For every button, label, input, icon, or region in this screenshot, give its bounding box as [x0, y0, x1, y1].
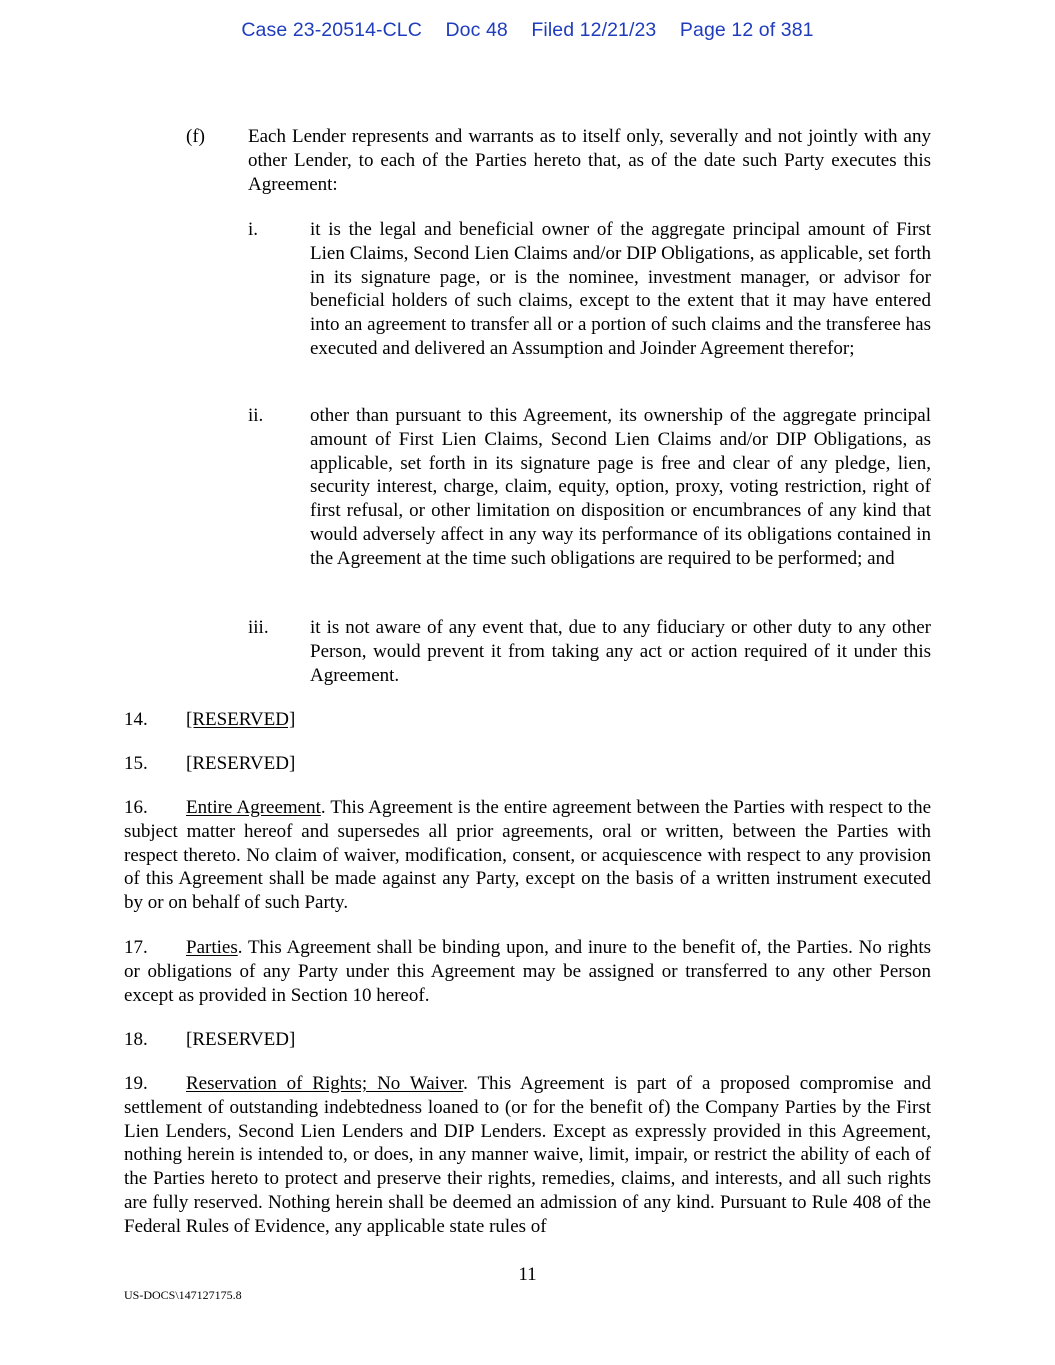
filing-header: [0, 19, 1055, 42]
section-14-number: 14.: [124, 709, 148, 730]
section-18-title: [RESERVED]: [186, 1029, 296, 1050]
section-19-number: 19.: [124, 1073, 148, 1094]
filed-date: Filed 12/21/23: [531, 19, 657, 41]
document-id: US-DOCS\147127175.8: [124, 1288, 242, 1302]
item-ii-label: ii.: [248, 405, 264, 426]
section-16-number: 16.: [124, 797, 148, 818]
section-14-title: [RESERVED]: [186, 709, 296, 730]
section-17-title: Parties: [186, 937, 238, 958]
doc-number: Doc 48: [445, 19, 508, 41]
section-16-paragraph: [124, 796, 931, 915]
item-i-text: it is the legal and beneficial owner of the aggregate principal amount of First Lien Claims, Second Lien Claims and/or DIP Obligations, as applicable, set forth in its signature page, or is the nominee, investment manager, or advisor for beneficial holders of such claims, except to the extent that it may have entered into an agreement to transfer all or a portion of such claims and the transferee has executed and delivered an Assumption and Joinder Agreement therefor;: [310, 219, 931, 359]
section-15-title: [RESERVED]: [186, 753, 296, 774]
section-15-number: 15.: [124, 753, 148, 774]
section-16-title: Entire Agreement: [186, 797, 321, 818]
section-19-text: . This Agreement is part of a proposed compromise and settlement of outstanding indebtedness loaned to (or for the benefit of) the Company Parties by the First Lien Lenders, Second Lien Lenders and DIP Lenders. Except as expressly provided in this Agreement, nothing herein is intended to, or does, in any manner waive, limit, impair, or restrict the ability of each of the Parties hereto to protect and preserve their rights, remedies, claims, and interests, and all such rights are fully reserved. Nothing herein shall be deemed an admission of any kind. Pursuant to Rule 408 of the Federal Rules of Evidence, any applicable state rules of: [124, 1073, 931, 1237]
section-17-paragraph: [124, 936, 931, 1007]
section-19-title: Reservation of Rights; No Waiver: [186, 1073, 464, 1094]
item-ii-text: other than pursuant to this Agreement, its ownership of the aggregate principal amount of First Lien Claims, Second Lien Claims and/or DIP Obligations, as applicable, set forth in its signature page is free and clear of any pledge, lien, security interest, charge, claim, equity, option, proxy, voting restriction, right of first refusal, or other limitation on disposition or encumbrances of any kind that would adversely affect in any way its performance of its obligations contained in the Agreement at the time such obligations are required to be performed; and: [310, 405, 931, 569]
section-19-paragraph: [124, 1072, 931, 1239]
section-17-text: . This Agreement shall be binding upon, and inure to the benefit of, the Parties. No rights or obligations of any Party under this Agreement may be assigned or transferred to any other Person except as provided in Section 10 hereof.: [124, 937, 931, 1006]
page-number: 11: [518, 1264, 537, 1285]
section-18-number: 18.: [124, 1029, 148, 1050]
section-17-number: 17.: [124, 937, 148, 958]
clause-f-text: Each Lender represents and warrants as to itself only, severally and not jointly with any other Lender, to each of the Parties hereto that, as of the date such Party executes this Agreement:: [248, 126, 931, 195]
case-number: Case 23-20514-CLC: [241, 19, 422, 41]
clause-f-label: (f): [186, 126, 205, 147]
item-iii-label: iii.: [248, 617, 269, 638]
page-count: Page 12 of 381: [679, 19, 814, 41]
item-i-label: i.: [248, 219, 259, 240]
item-iii-text: it is not aware of any event that, due to any fiduciary or other duty to any other Person, would prevent it from taking any act or action required of it under this Agreement.: [310, 617, 931, 686]
section-16-text: . This Agreement is the entire agreement between the Parties with respect to the subject matter hereof and supersedes all prior agreements, oral or written, between the Parties with respect thereto. No claim of waiver, modification, consent, or acquiescence with respect to any provision of this Agreement shall be made against any Party, except on the basis of a written instrument executed by or on behalf of such Party.: [124, 797, 932, 914]
